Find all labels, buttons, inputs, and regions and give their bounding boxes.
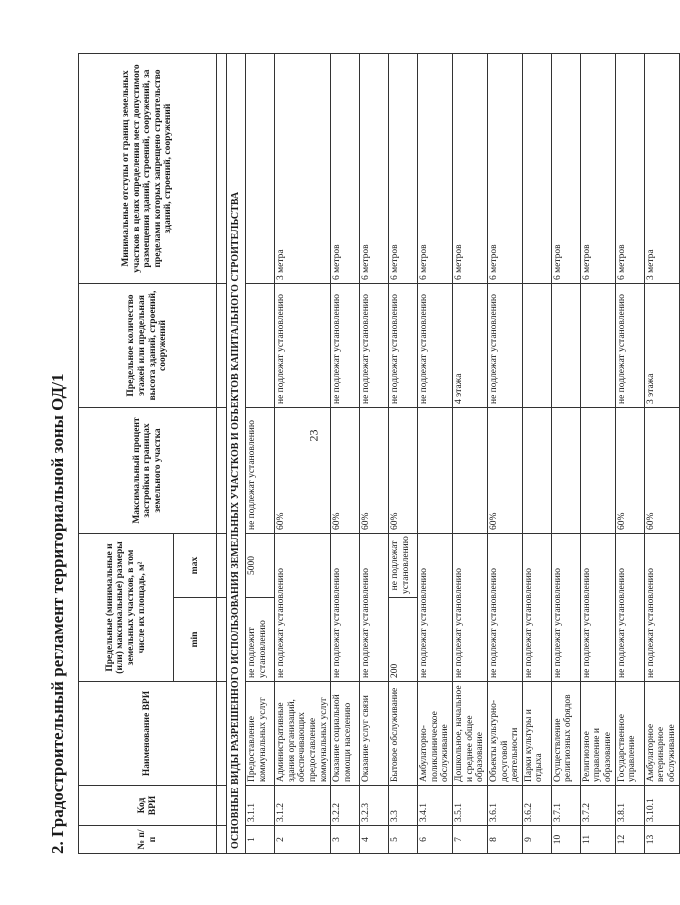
cell-setback: 6 метров bbox=[331, 54, 360, 284]
cell-n: 8 bbox=[487, 826, 522, 854]
cell-name: Государственное управление bbox=[615, 682, 644, 786]
cell-percent bbox=[522, 408, 551, 534]
cell-name: Амбулаторное ветеринарное обслуживание bbox=[644, 682, 679, 786]
table-row bbox=[522, 54, 551, 854]
cell-setback: 6 метров bbox=[580, 54, 615, 284]
page-number: 23 bbox=[306, 429, 321, 442]
section-row bbox=[227, 54, 246, 854]
table-row bbox=[487, 54, 522, 854]
header-name: Наименование ВРИ bbox=[79, 682, 217, 786]
cell-name: Предоставление коммунальных услуг bbox=[246, 682, 275, 786]
cell-n: 12 bbox=[615, 826, 644, 854]
cell-percent: 60% bbox=[615, 408, 644, 534]
cell-name: Религиозное управление и образование bbox=[580, 682, 615, 786]
cell-code: 3.2.3 bbox=[360, 786, 389, 826]
cell-n: 7 bbox=[453, 826, 488, 854]
header-percent: Максимальный процент застройки в границах земельного участка bbox=[79, 408, 217, 534]
cell-size: не подлежат установлению bbox=[522, 534, 551, 682]
section-title: ОСНОВНЫЕ ВИДЫ РАЗРЕШЕННОГО ИСПОЛЬЗОВАНИЯ ЗЕМЕЛЬНЫХ УЧАСТКОВ И ОБЪЕКТОВ КАПИТАЛЬНОГО СТРОИТЕЛЬСТВА bbox=[227, 54, 246, 854]
cell-name: Бытовое обслуживание bbox=[389, 682, 418, 786]
table-row bbox=[418, 54, 453, 854]
cell-min: 200 bbox=[389, 598, 418, 682]
cell-percent: 60% bbox=[487, 408, 522, 534]
cell-floors bbox=[522, 284, 551, 408]
cell-code: 3.1.2 bbox=[275, 786, 331, 826]
cell-floors bbox=[246, 284, 275, 408]
cell-setback: 6 метров bbox=[418, 54, 453, 284]
cell-n: 13 bbox=[644, 826, 679, 854]
table-row bbox=[246, 54, 275, 854]
cell-size: не подлежат установлению bbox=[580, 534, 615, 682]
cell-floors: не подлежат установлению bbox=[331, 284, 360, 408]
cell-setback: 6 метров bbox=[360, 54, 389, 284]
cell-name: Оказание услуг связи bbox=[360, 682, 389, 786]
rotated-page-content bbox=[38, 53, 677, 868]
regulation-table bbox=[78, 53, 680, 854]
cell-percent: 60% bbox=[331, 408, 360, 534]
cell-code: 3.4.1 bbox=[418, 786, 453, 826]
table-row bbox=[551, 54, 580, 854]
cell-floors: 3 этажа bbox=[644, 284, 679, 408]
cell-percent bbox=[418, 408, 453, 534]
table-row bbox=[275, 54, 331, 854]
cell-percent: 60% bbox=[389, 408, 418, 534]
cell-percent: 60% bbox=[275, 408, 331, 534]
cell-name: Осуществление религиозных обрядов bbox=[551, 682, 580, 786]
cell-floors: не подлежат установлению bbox=[360, 284, 389, 408]
cell-setback bbox=[522, 54, 551, 284]
cell-floors: не подлежат установлению bbox=[615, 284, 644, 408]
cell-size: не подлежат установлению bbox=[487, 534, 522, 682]
cell-setback: 6 метров bbox=[389, 54, 418, 284]
table-row bbox=[615, 54, 644, 854]
cell-n: 11 bbox=[580, 826, 615, 854]
cell-setback: 6 метров bbox=[615, 54, 644, 284]
table-row bbox=[644, 54, 679, 854]
column-number-row bbox=[217, 54, 227, 854]
cell-setback bbox=[246, 54, 275, 284]
cell-name: Дошкольное, начальное и среднее общее образование bbox=[453, 682, 488, 786]
cell-size: не подлежат установлению bbox=[453, 534, 488, 682]
cell-n: 4 bbox=[360, 826, 389, 854]
cell-n: 1 bbox=[246, 826, 275, 854]
cell-percent bbox=[551, 408, 580, 534]
cell-percent bbox=[580, 408, 615, 534]
cell-setback: 6 метров bbox=[551, 54, 580, 284]
header-num: № п/п bbox=[79, 826, 217, 854]
cell-floors bbox=[551, 284, 580, 408]
table-row bbox=[580, 54, 615, 854]
cell-size: не подлежат установлению bbox=[644, 534, 679, 682]
cell-percent: 60% bbox=[360, 408, 389, 534]
table-row bbox=[453, 54, 488, 854]
header-setback: Минимальные отступы от границ земельных участков в целях определения мест допустимого размещения зданий, строений, сооружений, за пределами которых запрещено строительство зданий, строений, сооружений bbox=[79, 54, 217, 284]
table-row bbox=[360, 54, 389, 854]
cell-min: не подлежит установлению bbox=[246, 598, 275, 682]
cell-size: не подлежат установлению bbox=[275, 534, 331, 682]
cell-code: 3.8.1 bbox=[615, 786, 644, 826]
cell-size: не подлежат установлению bbox=[360, 534, 389, 682]
cell-code: 3.10.1 bbox=[644, 786, 679, 826]
header-max: max bbox=[174, 534, 217, 598]
cell-n: 2 bbox=[275, 826, 331, 854]
cell-code: 3.6.1 bbox=[487, 786, 522, 826]
cell-code: 3.1.1 bbox=[246, 786, 275, 826]
table-header-row bbox=[79, 54, 174, 854]
cell-floors: не подлежат установлению bbox=[275, 284, 331, 408]
cell-setback: 3 метра bbox=[275, 54, 331, 284]
cell-floors: 4 этажа bbox=[453, 284, 488, 408]
cell-code: 3.6.2 bbox=[522, 786, 551, 826]
cell-n: 3 bbox=[331, 826, 360, 854]
document-title: 2. Градостроительный регламент территориальной зоны ОД/1 bbox=[48, 373, 67, 854]
cell-floors: не подлежат установлению bbox=[389, 284, 418, 408]
cell-size: не подлежат установлению bbox=[418, 534, 453, 682]
cell-n: 5 bbox=[389, 826, 418, 854]
cell-code: 3.7.2 bbox=[580, 786, 615, 826]
cell-code: 3.5.1 bbox=[453, 786, 488, 826]
cell-name: Оказание социальной помощи населению bbox=[331, 682, 360, 786]
cell-size: не подлежат установлению bbox=[615, 534, 644, 682]
table-row bbox=[389, 54, 418, 854]
table-row bbox=[331, 54, 360, 854]
header-min: min bbox=[174, 598, 217, 682]
cell-n: 10 bbox=[551, 826, 580, 854]
cell-name: Объекты культурно-досуговой деятельности bbox=[487, 682, 522, 786]
cell-setback: 6 метров bbox=[487, 54, 522, 284]
cell-setback: 6 метров bbox=[453, 54, 488, 284]
cell-percent: не подлежат установлению bbox=[246, 408, 275, 534]
cell-code: 3.3 bbox=[389, 786, 418, 826]
header-size: Предельные (минимальные и (или) максимальные) размеры земельных участков, в том числе их площадь, м² bbox=[79, 534, 174, 682]
cell-name: Парки культуры и отдыха bbox=[522, 682, 551, 786]
cell-floors: не подлежат установлению bbox=[418, 284, 453, 408]
cell-percent: 60% bbox=[644, 408, 679, 534]
cell-n: 9 bbox=[522, 826, 551, 854]
cell-floors bbox=[580, 284, 615, 408]
header-code: Код ВРИ bbox=[79, 786, 217, 826]
cell-setback: 3 метра bbox=[644, 54, 679, 284]
cell-percent bbox=[453, 408, 488, 534]
cell-max: не подлежат установлению bbox=[389, 534, 418, 598]
cell-name: Административные здания организаций, обеспечивающих предоставление коммунальных услуг bbox=[275, 682, 331, 786]
cell-n: 6 bbox=[418, 826, 453, 854]
cell-code: 3.2.2 bbox=[331, 786, 360, 826]
cell-floors: не подлежат установлению bbox=[487, 284, 522, 408]
header-floors: Предельное количество этажей или предельная высота зданий, строений, сооружений bbox=[79, 284, 217, 408]
cell-code: 3.7.1 bbox=[551, 786, 580, 826]
cell-name: Амбулаторно-поликлиническое обслуживание bbox=[418, 682, 453, 786]
cell-max: 5000 bbox=[246, 534, 275, 598]
cell-size: не подлежат установлению bbox=[331, 534, 360, 682]
cell-size: не подлежат установлению bbox=[551, 534, 580, 682]
